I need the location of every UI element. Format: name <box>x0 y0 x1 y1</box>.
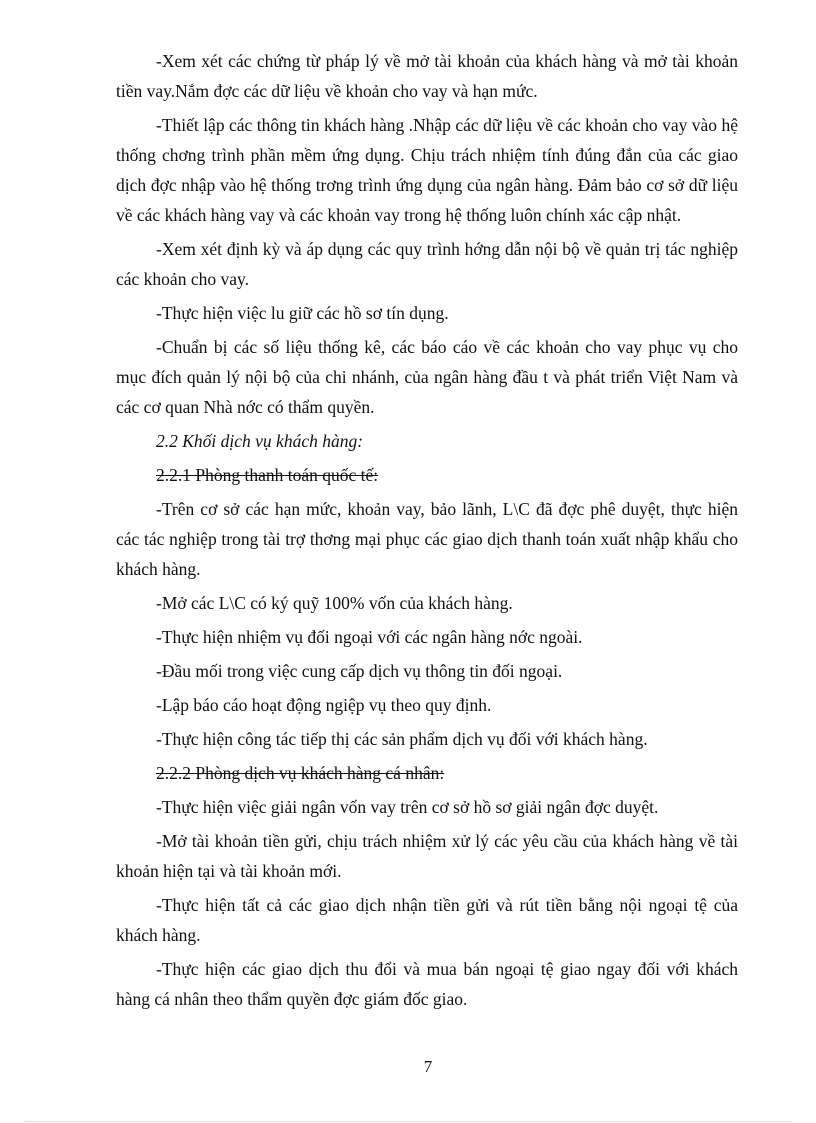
page-bottom-divider <box>24 1121 792 1122</box>
paragraph: -Lập báo cáo hoạt động ngiệp vụ theo quy định. <box>156 695 492 715</box>
paragraph: -Xem xét các chứng từ pháp lý về mở tài khoản của khách hàng và mở tài khoản tiền vay.Nắm đợc các dữ liệu về khoản cho vay và hạn mức. <box>116 51 738 101</box>
paragraph: -Thực hiện việc lu giữ các hồ sơ tín dụng. <box>156 303 449 323</box>
paragraph: -Thực hiện việc giải ngân vốn vay trên cơ sở hồ sơ giải ngân đợc duyệt. <box>156 797 659 817</box>
paragraph: -Mở các L\C có ký quỹ 100% vốn của khách hàng. <box>156 593 513 613</box>
paragraph: -Trên cơ sở các hạn mức, khoản vay, bảo lãnh, L\C đã đợc phê duyệt, thực hiện các tác nghiệp trong tài trợ thơng mại phục các giao dịch thanh toán xuất nhập khẩu cho khách hàng. <box>116 499 738 579</box>
page-number: 7 <box>423 1057 433 1076</box>
paragraph: -Mở tài khoản tiền gửi, chịu trách nhiệm xử lý các yêu cầu của khách hàng về tài khoản hiện tại và tài khoản mới. <box>116 831 738 881</box>
paragraph: -Thiết lập các thông tin khách hàng .Nhập các dữ liệu về các khoản cho vay vào hệ thống chơng trình phần mềm ứng dụng. Chịu trách nhiệm tính đúng đắn của các giao dịch đợc nhập vào hệ thống trơng trình ứng dụng của ngân hàng. Đảm bảo cơ sở dữ liệu về các khách hàng vay và các khoản vay trong hệ thống luôn chính xác cập nhật. <box>116 115 738 225</box>
section-heading: 2.2 Khối dịch vụ khách hàng: <box>156 431 364 451</box>
paragraph: -Thực hiện các giao dịch thu đổi và mua bán ngoại tệ giao ngay đối với khách hàng cá nhân theo thẩm quyền đợc giám đốc giao. <box>116 959 738 1009</box>
paragraph: -Đầu mối trong việc cung cấp dịch vụ thông tin đối ngoại. <box>156 661 563 681</box>
page-content <box>116 46 738 1018</box>
subsection-heading-text: 2.2.1 Phòng thanh toán quốc tế: <box>156 465 379 485</box>
paragraph: -Thực hiện tất cả các giao dịch nhận tiền gửi và rút tiền bằng nội ngoại tệ của khách hàng. <box>116 895 738 945</box>
subsection-heading <box>116 758 738 788</box>
paragraph: -Thực hiện công tác tiếp thị các sản phẩm dịch vụ đối với khách hàng. <box>156 729 648 749</box>
paragraph: -Thực hiện nhiệm vụ đối ngoại với các ngân hàng nớc ngoài. <box>156 627 583 647</box>
subsection-heading <box>116 460 738 490</box>
paragraph: -Chuẩn bị các số liệu thống kê, các báo cáo về các khoản cho vay phục vụ cho mục đích quản lý nội bộ của chi nhánh, của ngân hàng đầu t và phát triển Việt Nam và các cơ quan Nhà nớc có thẩm quyền. <box>116 337 738 417</box>
paragraph: -Xem xét định kỳ và áp dụng các quy trình hớng dẫn nội bộ về quản trị tác nghiệp các khoản cho vay. <box>116 239 738 289</box>
subsection-heading-text: 2.2.2 Phòng dịch vụ khách hàng cá nhân: <box>156 763 445 783</box>
